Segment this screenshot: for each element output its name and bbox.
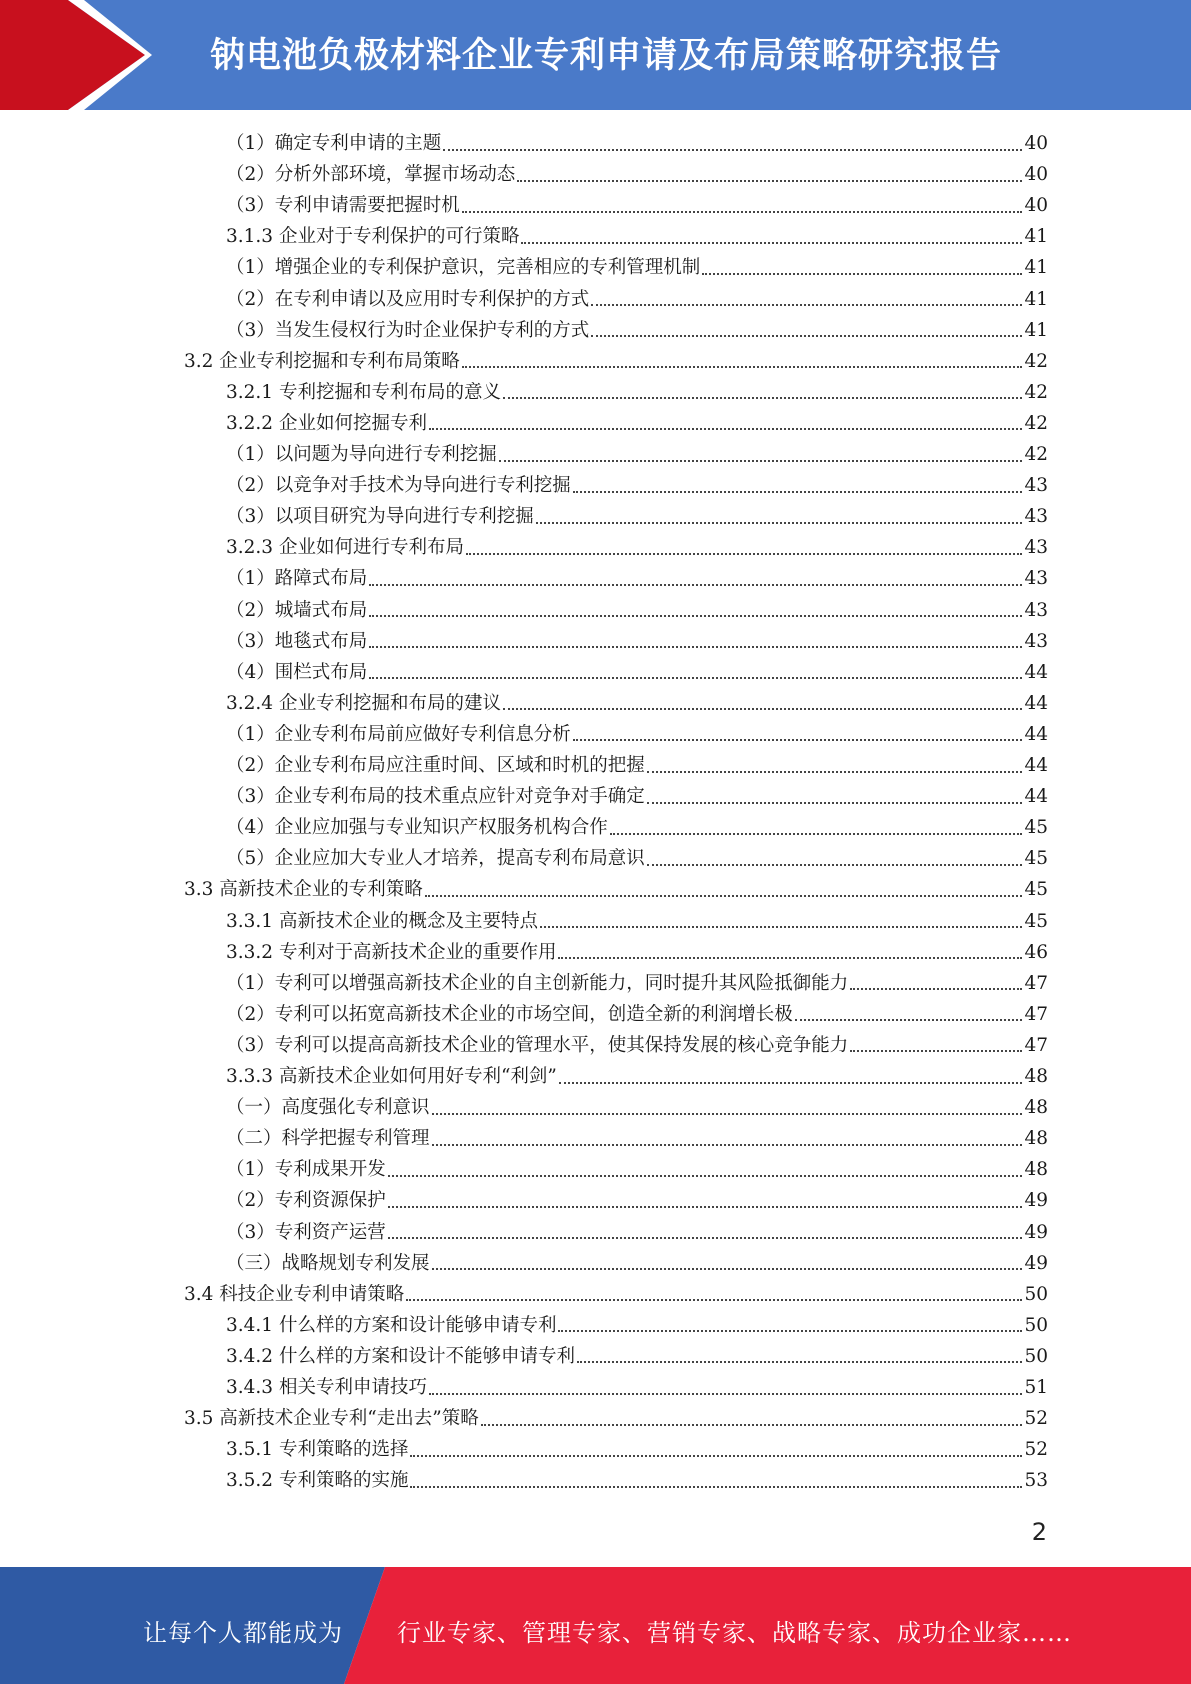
- toc-entry-title: （2）城墙式布局: [226, 599, 368, 621]
- toc-entry[interactable]: [226, 1434, 1048, 1465]
- toc-entry-title: 3.3.1 高新技术企业的概念及主要特点: [226, 910, 538, 932]
- footer-slogan-right: 行业专家、管理专家、营销专家、战略专家、成功企业家……: [397, 1619, 1072, 1647]
- toc-entry-title: （3）当发生侵权行为时企业保护专利的方式: [226, 319, 590, 341]
- toc-dot-leader: [388, 1237, 1023, 1239]
- toc-entry[interactable]: [226, 128, 1048, 159]
- toc-entry-page: 47: [1024, 972, 1048, 994]
- toc-dot-leader: [466, 553, 1022, 555]
- toc-entry-title: （一）高度强化专利意识: [226, 1097, 430, 1119]
- toc-entry-page: 46: [1024, 941, 1048, 963]
- toc-entry[interactable]: [226, 1248, 1048, 1279]
- toc-dot-leader: [369, 677, 1022, 679]
- toc-entry-page: 49: [1024, 1252, 1048, 1274]
- toc-dot-leader: [558, 1330, 1022, 1332]
- toc-dot-leader: [503, 708, 1022, 710]
- toc-entry-title: （1）以问题为导向进行专利挖掘: [226, 444, 497, 465]
- toc-dot-leader: [540, 926, 1022, 928]
- header-chevron-icon: [0, 0, 160, 110]
- toc-entry-title: 3.4.2 什么样的方案和设计不能够申请专利: [226, 1345, 575, 1367]
- toc-entry[interactable]: [226, 750, 1048, 781]
- toc-dot-leader: [702, 273, 1022, 275]
- toc-entry[interactable]: [226, 252, 1048, 283]
- toc-entry-page: 52: [1024, 1408, 1048, 1430]
- toc-entry-page: 53: [1024, 1470, 1048, 1492]
- toc-entry-page: 47: [1024, 1003, 1048, 1025]
- toc-dot-leader: [462, 211, 1023, 213]
- toc-entry[interactable]: [184, 1403, 1048, 1434]
- toc-entry-page: 42: [1024, 444, 1048, 465]
- toc-entry[interactable]: [226, 1154, 1048, 1185]
- toc-dot-leader: [481, 1424, 1023, 1426]
- toc-entry[interactable]: [226, 595, 1048, 626]
- toc-entry-title: （3）企业专利布局的技术重点应针对竞争对手确定: [226, 786, 645, 808]
- toc-entry-page: 48: [1024, 1128, 1048, 1150]
- toc-entry-title: 3.3.2 专利对于高新技术企业的重要作用: [226, 941, 557, 963]
- toc-entry-title: 3.3.3 高新技术企业如何用好专利“利剑”: [226, 1066, 557, 1087]
- toc-entry-page: 40: [1024, 164, 1048, 186]
- toc-entry[interactable]: [226, 1092, 1048, 1123]
- toc-entry-page: 41: [1024, 257, 1048, 279]
- toc-entry[interactable]: [226, 1217, 1048, 1248]
- toc-entry[interactable]: [226, 937, 1048, 968]
- toc-entry-page: 43: [1024, 506, 1048, 528]
- toc-entry[interactable]: [226, 812, 1048, 843]
- toc-entry-page: 48: [1024, 1159, 1048, 1181]
- toc-entry[interactable]: [226, 190, 1048, 221]
- toc-entry[interactable]: [226, 221, 1048, 252]
- toc-dot-leader: [406, 1299, 1022, 1301]
- toc-entry-page: 44: [1024, 723, 1048, 745]
- toc-entry-page: 43: [1024, 537, 1048, 559]
- toc-entry[interactable]: [226, 1061, 1048, 1092]
- toc-entry-page: 40: [1024, 195, 1048, 217]
- toc-entry[interactable]: [226, 657, 1048, 688]
- toc-dot-leader: [432, 1268, 1023, 1270]
- toc-dot-leader: [536, 522, 1023, 524]
- toc-dot-leader: [558, 957, 1022, 959]
- toc-dot-leader: [647, 802, 1023, 804]
- toc-entry-page: 50: [1024, 1314, 1048, 1336]
- toc-entry-title: 3.2.2 企业如何挖掘专利: [226, 412, 427, 434]
- toc-dot-leader: [499, 460, 1023, 462]
- toc-entry-page: 42: [1024, 381, 1048, 403]
- toc-entry-title: 3.2 企业专利挖掘和专利布局策略: [184, 350, 460, 372]
- toc-dot-leader: [850, 1050, 1022, 1052]
- toc-entry[interactable]: [226, 315, 1048, 346]
- toc-dot-leader: [573, 491, 1023, 493]
- toc-entry-title: （1）专利成果开发: [226, 1159, 386, 1181]
- toc-dot-leader: [388, 1175, 1023, 1177]
- toc-dot-leader: [591, 304, 1022, 306]
- toc-dot-leader: [388, 1206, 1023, 1208]
- toc-dot-leader: [517, 180, 1022, 182]
- toc-entry-page: 44: [1024, 786, 1048, 808]
- toc-dot-leader: [432, 1144, 1023, 1146]
- toc-entry[interactable]: [226, 1341, 1048, 1372]
- toc-entry[interactable]: [226, 408, 1048, 439]
- toc-dot-leader: [429, 1393, 1022, 1395]
- toc-entry[interactable]: [226, 1185, 1048, 1216]
- toc-entry-title: （2）以竞争对手技术为导向进行专利挖掘: [226, 475, 571, 497]
- toc-entry-page: 43: [1024, 475, 1048, 497]
- toc-dot-leader: [647, 864, 1023, 866]
- toc-dot-leader: [429, 428, 1022, 430]
- toc-entry-title: （1）路障式布局: [226, 568, 368, 590]
- toc-entry-title: 3.4.1 什么样的方案和设计能够申请专利: [226, 1314, 557, 1336]
- toc-entry[interactable]: [226, 688, 1048, 719]
- toc-entry-title: （2）在专利申请以及应用时专利保护的方式: [226, 288, 590, 310]
- toc-entry-title: （2）专利可以拓宽高新技术企业的市场空间，创造全新的利润增长极: [226, 1003, 793, 1025]
- toc-entry-title: 3.2.3 企业如何进行专利布局: [226, 537, 464, 559]
- toc-entry-page: 51: [1024, 1377, 1048, 1398]
- toc-entry-title: （三）战略规划专利发展: [226, 1252, 430, 1274]
- toc-entry-page: 45: [1024, 848, 1048, 870]
- toc-entry-page: 45: [1024, 879, 1048, 901]
- toc-entry-page: 43: [1024, 568, 1048, 590]
- toc-entry[interactable]: [226, 1372, 1048, 1403]
- toc-dot-leader: [369, 615, 1022, 617]
- toc-entry[interactable]: [226, 906, 1048, 937]
- toc-entry[interactable]: [226, 843, 1048, 874]
- toc-dot-leader: [850, 988, 1022, 990]
- toc-dot-leader: [559, 1082, 1023, 1084]
- toc-entry-title: 3.4.3 相关专利申请技巧: [226, 1377, 427, 1398]
- toc-dot-leader: [369, 646, 1022, 648]
- toc-entry[interactable]: [226, 1465, 1048, 1496]
- toc-entry-title: 3.1.3 企业对于专利保护的可行策略: [226, 226, 520, 248]
- toc-dot-leader: [443, 149, 1022, 151]
- toc-entry-title: （2）企业专利布局应注重时间、区域和时机的把握: [226, 755, 645, 776]
- toc-dot-leader: [462, 366, 1023, 368]
- toc-entry-page: 44: [1024, 661, 1048, 683]
- toc-entry[interactable]: [226, 1310, 1048, 1341]
- toc-entry[interactable]: [184, 1279, 1048, 1310]
- toc-dot-leader: [410, 1455, 1022, 1457]
- toc-entry-title: 3.4 科技企业专利申请策略: [184, 1283, 405, 1305]
- report-title: 钠电池负极材料企业专利申请及布局策略研究报告: [210, 36, 1003, 76]
- toc-entry-page: 50: [1024, 1283, 1048, 1305]
- toc-dot-leader: [432, 1113, 1023, 1115]
- toc-entry-page: 44: [1024, 692, 1048, 714]
- toc-entry-page: 50: [1024, 1345, 1048, 1367]
- toc-entry[interactable]: [226, 563, 1048, 594]
- toc-dot-leader: [369, 584, 1022, 586]
- toc-entry-title: 3.2.1 专利挖掘和专利布局的意义: [226, 381, 501, 403]
- toc-entry-title: 3.2.4 企业专利挖掘和布局的建议: [226, 692, 501, 714]
- toc-entry-page: 40: [1024, 133, 1048, 154]
- toc-entry-page: 41: [1024, 319, 1048, 341]
- toc-dot-leader: [577, 1361, 1022, 1363]
- toc-entry-page: 49: [1024, 1190, 1048, 1212]
- toc-entry-title: （1）专利可以增强高新技术企业的自主创新能力，同时提升其风险抵御能力: [226, 972, 849, 994]
- toc-entry-page: 43: [1024, 630, 1048, 652]
- toc-entry-title: 3.5.1 专利策略的选择: [226, 1439, 409, 1461]
- toc-entry-title: （3）专利可以提高高新技术企业的管理水平，使其保持发展的核心竞争能力: [226, 1034, 849, 1056]
- toc-dot-leader: [410, 1486, 1022, 1488]
- toc-dot-leader: [521, 242, 1022, 244]
- toc-entry[interactable]: [226, 1030, 1048, 1061]
- toc-entry-title: （5）企业应加大专业人才培养，提高专利布局意识: [226, 848, 645, 870]
- toc-entry-title: （3）专利资产运营: [226, 1221, 386, 1243]
- page-footer: [0, 1567, 1191, 1684]
- toc-entry-title: 3.5 高新技术企业专利“走出去”策略: [184, 1408, 479, 1430]
- toc-entry-page: 41: [1024, 226, 1048, 248]
- toc-entry[interactable]: [226, 781, 1048, 812]
- toc-entry[interactable]: [226, 501, 1048, 532]
- toc-entry-title: （4）企业应加强与专业知识产权服务机构合作: [226, 817, 608, 839]
- toc-entry[interactable]: [226, 532, 1048, 563]
- toc-entry-title: （1）企业专利布局前应做好专利信息分析: [226, 723, 571, 745]
- toc-entry[interactable]: [226, 968, 1048, 999]
- toc-entry[interactable]: [226, 377, 1048, 408]
- toc-entry-title: （1）确定专利申请的主题: [226, 133, 442, 154]
- toc-entry-title: （3）地毯式布局: [226, 630, 368, 652]
- toc-entry-title: （3）以项目研究为导向进行专利挖掘: [226, 506, 534, 528]
- toc-entry-page: 42: [1024, 350, 1048, 372]
- toc-entry-page: 48: [1024, 1066, 1048, 1087]
- toc-dot-leader: [647, 771, 1023, 773]
- toc-entry[interactable]: [226, 1123, 1048, 1154]
- toc-dot-leader: [573, 739, 1023, 741]
- page-header: [0, 0, 1191, 110]
- toc-entry-title: （1）增强企业的专利保护意识，完善相应的专利管理机制: [226, 257, 701, 279]
- toc-entry-page: 41: [1024, 288, 1048, 310]
- toc-entry-title: （4）围栏式布局: [226, 661, 368, 683]
- toc-entry[interactable]: [184, 874, 1048, 905]
- toc-entry[interactable]: [226, 626, 1048, 657]
- toc-entry[interactable]: [226, 719, 1048, 750]
- toc-entry-page: 45: [1024, 910, 1048, 932]
- toc-entry[interactable]: [226, 470, 1048, 501]
- toc-entry-title: 3.3 高新技术企业的专利策略: [184, 879, 423, 901]
- toc-dot-leader: [503, 397, 1022, 399]
- toc-entry-page: 52: [1024, 1439, 1048, 1461]
- toc-entry-title: （3）专利申请需要把握时机: [226, 195, 460, 217]
- toc-entry-page: 42: [1024, 412, 1048, 434]
- toc-entry-page: 45: [1024, 817, 1048, 839]
- toc-entry[interactable]: [226, 159, 1048, 190]
- toc-dot-leader: [591, 335, 1022, 337]
- toc-entry-page: 43: [1024, 599, 1048, 621]
- toc-entry[interactable]: [184, 346, 1048, 377]
- toc-entry-title: （2）专利资源保护: [226, 1190, 386, 1212]
- toc-entry-title: （2）分析外部环境，掌握市场动态: [226, 164, 516, 186]
- footer-slogan-left: 让每个人都能成为: [143, 1619, 343, 1647]
- toc-entry[interactable]: [226, 439, 1048, 470]
- toc-entry-title: （二）科学把握专利管理: [226, 1128, 430, 1150]
- toc-dot-leader: [795, 1019, 1023, 1021]
- toc-entry-page: 47: [1024, 1034, 1048, 1056]
- toc-dot-leader: [425, 895, 1023, 897]
- toc-entry-page: 49: [1024, 1221, 1048, 1243]
- toc-entry-title: 3.5.2 专利策略的实施: [226, 1470, 409, 1492]
- page-number: 2: [1031, 1518, 1047, 1546]
- toc-entry[interactable]: [226, 999, 1048, 1030]
- toc-dot-leader: [610, 833, 1023, 835]
- toc-entry-page: 44: [1024, 755, 1048, 776]
- toc-entry[interactable]: [226, 284, 1048, 315]
- toc-entry-page: 48: [1024, 1097, 1048, 1119]
